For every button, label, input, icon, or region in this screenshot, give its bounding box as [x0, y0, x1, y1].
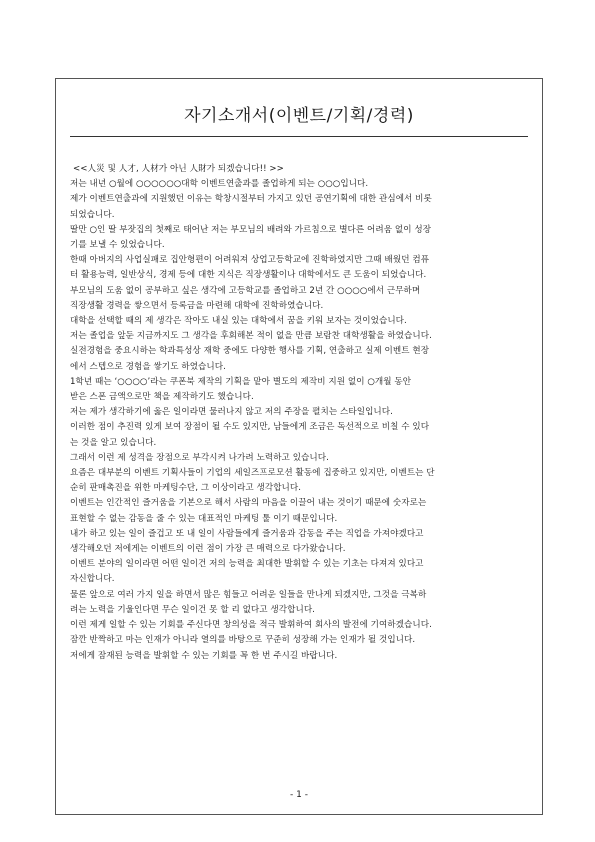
body-line: 요즘은 대부분의 이벤트 기획사들이 기업의 세일즈프로모션 활동에 집중하고 있지만, 이벤트는 단 [70, 468, 435, 479]
document-title: 자기소개서(이벤트/기획/경력) [184, 106, 414, 126]
body-line: 실전경험을 중요시하는 학과특성상 재학 중에도 다양한 행사를 기획, 연출하고 실제 이벤트 현장 [70, 346, 430, 357]
slogan-line: <<人災 및 人才, 人材가 아닌 人財가 되겠습니다!! >> [73, 164, 284, 174]
body-line: 직장생활 경력을 쌓으면서 등록금을 마련해 대학에 진학하였습니다. [70, 300, 324, 311]
body-line: 내가 하고 있는 일이 즐겁고 또 내 일이 사람들에게 즐거움과 감동을 주는 직업을 가져야겠다고 [70, 528, 424, 539]
body-line: 부모님의 도움 없이 공부하고 싶은 생각에 고등학교를 졸업하고 2년 간 ○○○○에서 근무하며 [70, 285, 421, 296]
body-line: 한때 아버지의 사업실패로 집안형편이 어려워져 상업고등학교에 진학하였지만 그때 배웠던 컴퓨 [70, 255, 430, 266]
body-line: 딸만 ○인 딸 부잣집의 첫째로 태어난 저는 부모님의 배려와 가르침으로 별다른 어려움 없이 성장 [70, 224, 432, 235]
body-line: 생각해오던 저에게는 이벤트의 이런 점이 가장 큰 매력으로 다가왔습니다. [70, 544, 346, 555]
body-line: 저는 졸업을 앞둔 지금까지도 그 생각을 후회해본 적이 없을 만큼 보람찬 대학생활을 하였습니다. [70, 331, 432, 342]
page-frame [55, 78, 543, 815]
body-text [70, 162, 530, 664]
body-line: 물론 앞으로 여러 가지 일을 하면서 많은 힘들고 어려운 일들을 만나게 되겠지만, 그것을 극복하 [70, 589, 427, 600]
body-line: 터 활용능력, 일반상식, 경제 등에 대한 지식은 직장생활이나 대학에서도 큰 도움이 되었습니다. [70, 270, 427, 281]
body-line: 되었습니다. [70, 209, 115, 220]
body-line: 이벤트 분야의 일이라면 어떤 일이건 저의 능력을 최대한 발휘할 수 있는 기초는 다져져 있다고 [70, 559, 424, 570]
page-number: - 1 - [290, 790, 308, 800]
body-line: 이런 제게 일할 수 있는 기회를 주신다면 창의성을 적극 발휘하여 회사의 발전에 기여하겠습니다. [70, 620, 432, 631]
body-line: 받은 스폰 금액으로만 책을 제작하기도 했습니다. [70, 392, 254, 403]
body-line: 저는 제가 생각하기에 옳은 일이라면 물러나지 않고 저의 주장을 펼치는 스타일입니다. [70, 407, 393, 418]
body-line: 잠깐 반짝하고 마는 인재가 아니라 열의를 바탕으로 꾸준히 성장해 가는 인재가 될 것입니다. [70, 635, 416, 646]
body-line: 저는 내년 ○월에 ○○○○○○대학 이벤트연출과를 졸업하게 되는 ○○○입니다. [70, 179, 369, 190]
body-line: 는 것을 알고 있습니다. [70, 437, 157, 448]
body-line: 이벤트는 인간적인 즐거움을 기본으로 해서 사람의 마음을 이끌어 내는 것이기 때문에 숫자로는 [70, 498, 427, 509]
body-line: 기를 보낼 수 있었습니다. [70, 240, 165, 251]
body-line: 저에게 잠재된 능력을 발휘할 수 있는 기회를 꼭 한 번 주시길 바랍니다. [70, 650, 338, 661]
body-line: 이러한 점이 추진력 있게 보여 장점이 될 수도 있지만, 남들에게 조금은 독선적으로 비칠 수 있다 [70, 422, 430, 433]
body-line: 대학을 선택할 때의 제 생각은 작아도 내실 있는 대학에서 꿈을 키워 보자는 것이었습니다. [70, 316, 407, 327]
body-line: 자신합니다. [70, 574, 115, 585]
body-line: 그래서 이런 제 성격을 장점으로 부각시켜 나가려 노력하고 있습니다. [70, 452, 329, 463]
title-underline [70, 136, 528, 137]
body-line: 표현할 수 없는 감동을 줄 수 있는 대표적인 마케팅 툴 이기 때문입니다. [70, 513, 338, 524]
body-line: 순히 판매촉진을 위한 마케팅수단, 그 이상이라고 생각합니다. [70, 483, 302, 494]
body-line: 려는 노력을 기울인다면 무슨 일이건 못 할 리 없다고 생각합니다. [70, 604, 315, 615]
body-line: 제가 이벤트연출과에 지원했던 이유는 학창시절부터 가지고 있던 공연기획에 대한 관심에서 비롯 [70, 194, 432, 205]
body-line: 1학년 때는 ‘○○○○’라는 쿠폰북 제작의 기획을 맡아 별도의 제작비 지원 없이 ○개월 동안 [70, 376, 412, 387]
body-line: 에서 스텝으로 경험을 쌓기도 하였습니다. [70, 361, 226, 372]
